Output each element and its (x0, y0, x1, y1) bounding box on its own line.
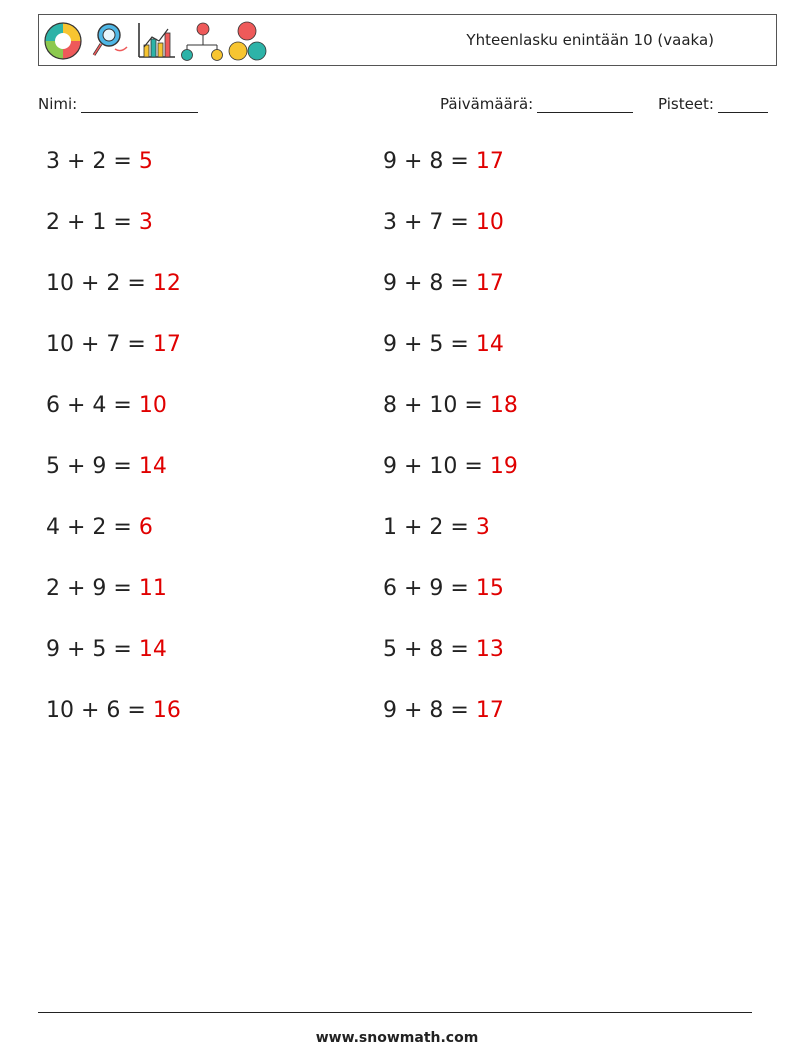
problem: 9 + 5 = 14 (46, 637, 167, 662)
problem: 8 + 10 = 18 (383, 393, 518, 418)
logo-strip (43, 19, 267, 63)
answer: 17 (475, 271, 504, 296)
name-field (38, 95, 198, 113)
problem: 9 + 8 = 17 (383, 698, 504, 723)
answer: 17 (475, 698, 504, 723)
answer: 15 (475, 576, 504, 601)
answer: 14 (138, 637, 167, 662)
problem: 10 + 2 = 12 (46, 271, 181, 296)
date-label: Päivämäärä: (440, 95, 534, 113)
problem: 4 + 2 = 6 (46, 515, 153, 540)
answer: 10 (138, 393, 167, 418)
answer: 10 (475, 210, 504, 235)
circles-icon (229, 22, 266, 60)
answer: 14 (138, 454, 167, 479)
answer: 11 (138, 576, 167, 601)
problem: 6 + 4 = 10 (46, 393, 167, 418)
ring-chart-icon (45, 23, 81, 59)
answer: 6 (138, 515, 153, 540)
answer: 16 (152, 698, 181, 723)
answer: 14 (475, 332, 504, 357)
problem: 9 + 10 = 19 (383, 454, 518, 479)
problem: 5 + 9 = 14 (46, 454, 167, 479)
problem: 1 + 2 = 3 (383, 515, 490, 540)
page-title: Yhteenlasku enintään 10 (vaaka) (466, 31, 714, 49)
worksheet-header (38, 14, 777, 66)
magnifier-icon (94, 24, 127, 55)
problem: 6 + 9 = 15 (383, 576, 504, 601)
footer-url[interactable]: www.snowmath.com (315, 1030, 479, 1046)
problem: 2 + 9 = 11 (46, 576, 167, 601)
answer: 17 (475, 149, 504, 174)
answer: 3 (138, 210, 153, 235)
tree-diagram-icon (182, 23, 223, 61)
bar-chart-icon (139, 23, 175, 57)
score-label: Pisteet: (658, 95, 714, 113)
score-field (658, 95, 768, 113)
problem: 9 + 8 = 17 (383, 271, 504, 296)
answer: 18 (489, 393, 518, 418)
problem: 3 + 2 = 5 (46, 149, 153, 174)
problem: 3 + 7 = 10 (383, 210, 504, 235)
answer: 17 (152, 332, 181, 357)
answer: 3 (475, 515, 490, 540)
date-field (440, 95, 633, 113)
answer: 13 (475, 637, 504, 662)
score-blank[interactable] (718, 98, 768, 113)
answer: 19 (489, 454, 518, 479)
answer: 12 (152, 271, 181, 296)
date-blank[interactable] (537, 98, 633, 113)
problem: 9 + 5 = 14 (383, 332, 504, 357)
problem: 9 + 8 = 17 (383, 149, 504, 174)
name-blank[interactable] (81, 98, 198, 113)
problem: 10 + 6 = 16 (46, 698, 181, 723)
name-label: Nimi: (38, 95, 78, 113)
problem: 10 + 7 = 17 (46, 332, 181, 357)
problem: 2 + 1 = 3 (46, 210, 153, 235)
answer: 5 (138, 149, 153, 174)
footer-divider (38, 1012, 752, 1013)
problem: 5 + 8 = 13 (383, 637, 504, 662)
